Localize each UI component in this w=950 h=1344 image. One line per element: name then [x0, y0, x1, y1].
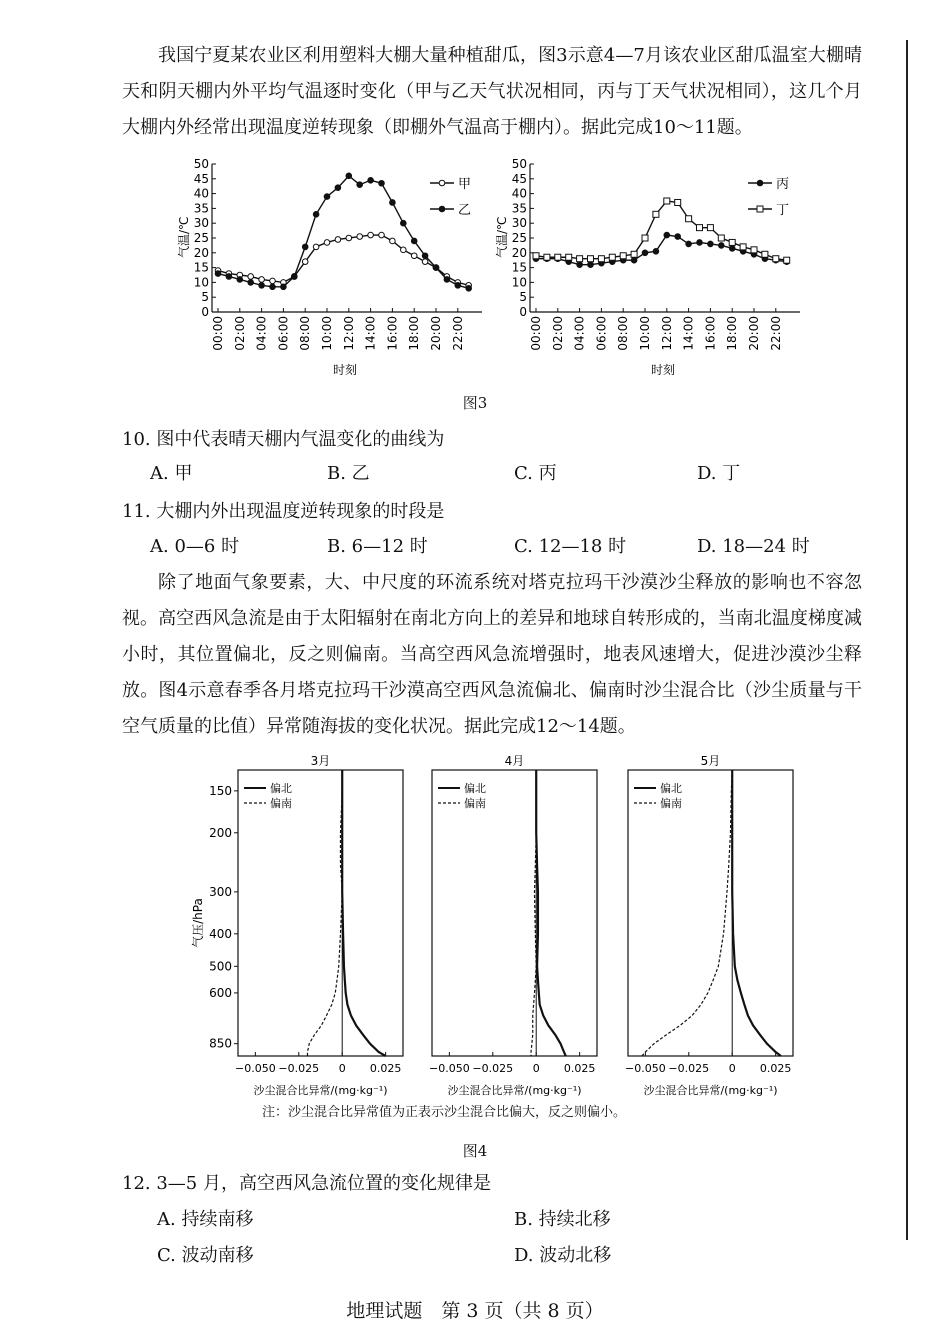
y-tick-label: 15 [511, 260, 527, 275]
data-point [664, 198, 670, 204]
data-point [708, 241, 714, 247]
x-tick-label: 04:00 [572, 316, 587, 351]
data-point [335, 237, 341, 243]
data-point [422, 253, 428, 259]
series-line-丙 [536, 235, 787, 265]
data-point [729, 246, 735, 252]
x-tick-label: 14:00 [681, 316, 696, 351]
profile-line-偏北 [536, 770, 566, 1056]
q11-option-a[interactable]: A. 0—6 时 [150, 536, 240, 557]
data-point [642, 235, 648, 241]
y-tick-label: 15 [193, 260, 209, 275]
x-tick-label: 20:00 [429, 316, 443, 351]
y-tick-label: 5 [201, 290, 209, 305]
data-point [390, 200, 396, 206]
x-tick-label: 14:00 [363, 316, 378, 351]
data-point [357, 234, 363, 240]
y-tick-label: 50 [511, 157, 527, 171]
data-point [686, 216, 692, 222]
data-point [588, 256, 594, 262]
data-point [248, 274, 254, 280]
figure-3-temperature-charts [0, 150, 950, 410]
x-tick-label: 0 [532, 1062, 540, 1075]
x-axis-title: 沙尘混合比异常/(mg·kg⁻¹) [643, 1084, 778, 1097]
y-axis-title: 气压/hPa [191, 898, 205, 948]
data-point [302, 244, 308, 250]
legend-label: 偏南 [270, 797, 292, 810]
y-tick-label: 30 [193, 216, 209, 231]
y-tick-label: 400 [209, 926, 232, 941]
plot-frame [432, 770, 597, 1056]
x-tick-label: 02:00 [232, 316, 247, 351]
legend-label: 偏北 [660, 782, 682, 795]
y-tick-label: 35 [193, 201, 209, 216]
question-11-stem: 11. 大棚内外出现温度逆转现象的时段是 [122, 501, 445, 522]
x-tick-label: 18:00 [407, 316, 422, 351]
data-point [324, 194, 330, 200]
data-point [697, 225, 703, 231]
temp-chart-1 [176, 157, 482, 377]
x-tick-label: −0.050 [625, 1062, 666, 1075]
legend-label: 丁 [776, 203, 790, 218]
data-point [259, 277, 265, 283]
q12-option-a[interactable]: A. 持续南移 [157, 1209, 254, 1230]
data-point [302, 259, 308, 265]
y-tick-label: 0 [519, 305, 527, 319]
profile-line-偏南 [642, 770, 732, 1056]
legend-label: 甲 [458, 177, 472, 192]
profile-chart-1 [190, 754, 403, 1097]
x-tick-label: 18:00 [725, 316, 740, 351]
x-tick-label: 12:00 [341, 316, 356, 351]
y-tick-label: 25 [193, 231, 209, 245]
question-12-stem: 12. 3—5 月，高空西风急流位置的变化规律是 [122, 1173, 491, 1194]
y-tick-label: 20 [511, 245, 527, 260]
y-tick-label: 600 [209, 985, 232, 1000]
y-tick-label: 10 [193, 275, 209, 290]
profile-chart-3 [625, 754, 793, 1097]
data-point [259, 283, 265, 289]
x-tick-label: 00:00 [211, 316, 225, 351]
data-point [555, 254, 561, 260]
legend-marker [757, 180, 763, 186]
legend-label: 乙 [458, 203, 472, 218]
data-point [433, 265, 439, 271]
data-point [368, 177, 374, 183]
data-point [379, 180, 385, 186]
data-point [588, 262, 594, 268]
data-point [631, 251, 637, 257]
y-tick-label: 10 [511, 275, 527, 290]
data-point [533, 253, 539, 259]
data-point [675, 199, 681, 205]
y-tick-label: 25 [511, 231, 527, 245]
figure-4-caption: 图4 [462, 1142, 488, 1160]
x-tick-label: 22:00 [450, 316, 465, 351]
data-point [422, 259, 428, 265]
data-point [653, 249, 659, 255]
x-tick-label: 10:00 [320, 316, 334, 351]
data-point [270, 278, 276, 284]
y-axis-title: 气温/℃ [177, 216, 191, 258]
x-axis-title: 时刻 [651, 363, 676, 377]
legend-label: 丙 [776, 177, 790, 192]
question-10-stem: 10. 图中代表晴天棚内气温变化的曲线为 [122, 429, 445, 450]
series-line-乙 [218, 176, 472, 288]
data-point [455, 283, 461, 289]
data-point [346, 173, 352, 179]
x-tick-label: −0.025 [278, 1062, 320, 1075]
x-tick-label: −0.025 [472, 1062, 514, 1075]
q10-option-b[interactable]: B. 乙 [327, 463, 370, 484]
data-point [544, 254, 550, 260]
y-tick-label: 300 [209, 884, 232, 899]
x-tick-label: 02:00 [550, 316, 565, 351]
data-point [729, 239, 735, 245]
x-tick-label: −0.050 [429, 1062, 470, 1075]
x-tick-label: −0.050 [235, 1062, 276, 1075]
legend-label: 偏北 [464, 782, 486, 795]
x-tick-label: 08:00 [616, 316, 631, 351]
profile-line-偏北 [342, 770, 385, 1056]
data-point [707, 225, 713, 231]
data-point [620, 253, 626, 259]
y-tick-label: 150 [209, 783, 232, 798]
legend-marker [757, 206, 763, 212]
data-point [675, 234, 681, 240]
data-point [335, 185, 341, 191]
data-point [324, 240, 330, 246]
legend-label: 偏北 [270, 782, 292, 795]
data-point [270, 284, 276, 290]
figure-4-dust-profile-charts [0, 750, 950, 1100]
x-tick-label: 22:00 [768, 316, 783, 351]
y-tick-label: 35 [511, 201, 527, 216]
y-tick-label: 500 [209, 959, 232, 974]
q11-option-d[interactable]: D. 18—24 时 [697, 536, 810, 557]
data-point [566, 254, 572, 260]
data-point [390, 238, 396, 244]
intro-paragraph-1: 我国宁夏某农业区利用塑料大棚大量种植甜瓜，图3示意4—7月该农业区甜瓜温室大棚晴天和阴天棚内外平均气温逐时变化（甲与乙天气状况相同，丙与丁天气状况相同），这几个月大棚内外经常出现温度逆转现象（即棚外气温高于棚内）。据此完成10～11题。 [122, 45, 862, 138]
profile-line-偏南 [307, 770, 342, 1056]
y-tick-label: 45 [193, 171, 209, 186]
series-line-甲 [218, 235, 469, 285]
data-point [631, 257, 637, 263]
x-tick-label: 20:00 [747, 316, 761, 351]
intro-paragraph-2: 除了地面气象要素，大、中尺度的环流系统对塔克拉玛干沙漠沙尘释放的影响也不容忽视。高空西风急流是由于太阳辐射在南北方向上的差异和地球自转形成的，当南北温度梯度减小时，其位置偏北，反之则偏南。当高空西风急流增强时，地表风速增大，促进沙漠沙尘释放。图4示意春季各月塔克拉玛干沙漠高空西风急流偏北、偏南时沙尘混合比（沙尘质量与干空气质量的比值）异常随海拔的变化状况。据此完成12～14题。 [122, 572, 862, 737]
data-point [751, 247, 757, 253]
y-tick-label: 40 [511, 186, 527, 201]
y-tick-label: 20 [193, 245, 209, 260]
temp-chart-2 [494, 157, 800, 377]
data-point [444, 277, 450, 283]
y-axis-title: 气温/℃ [495, 216, 509, 258]
x-axis-title: 沙尘混合比异常/(mg·kg⁻¹) [447, 1084, 582, 1097]
data-point [411, 238, 417, 244]
q12-option-c[interactable]: C. 波动南移 [157, 1245, 254, 1266]
x-axis-title: 时刻 [333, 363, 358, 377]
data-point [237, 277, 243, 283]
q11-option-b[interactable]: B. 6—12 时 [327, 536, 428, 557]
y-tick-label: 30 [511, 216, 527, 231]
x-tick-label: 0 [728, 1062, 736, 1075]
legend-marker [439, 180, 445, 186]
data-point [215, 271, 221, 277]
y-tick-label: 850 [209, 1036, 232, 1051]
data-point [248, 280, 254, 286]
data-point [411, 253, 417, 259]
x-tick-label: 12:00 [659, 316, 674, 351]
data-point [577, 256, 583, 262]
x-tick-label: 06:00 [276, 316, 291, 351]
y-tick-label: 200 [209, 825, 232, 840]
x-tick-label: 08:00 [298, 316, 313, 351]
q10-option-c[interactable]: C. 丙 [514, 463, 557, 484]
data-point [784, 257, 790, 263]
y-tick-label: 40 [193, 186, 209, 201]
x-tick-label: 00:00 [529, 316, 543, 351]
panel-title: 3月 [310, 754, 331, 768]
legend-marker [439, 206, 445, 212]
x-tick-label: 06:00 [594, 316, 609, 351]
panel-title: 5月 [700, 754, 721, 768]
data-point [762, 251, 768, 257]
data-point [379, 232, 385, 238]
plot-frame [628, 770, 793, 1056]
figure-4-note: 注：沙尘混合比异常值为正表示沙尘混合比偏大，反之则偏小。 [262, 1105, 627, 1120]
data-point [664, 232, 670, 238]
q12-option-d[interactable]: D. 波动北移 [514, 1245, 612, 1266]
data-point [357, 182, 363, 188]
data-point [686, 241, 692, 247]
data-point [697, 240, 703, 246]
page-footer: 地理试题 第 3 页（共 8 页） [346, 1300, 604, 1322]
x-tick-label: −0.025 [668, 1062, 710, 1075]
x-tick-label: 16:00 [703, 316, 718, 351]
q10-option-d[interactable]: D. 丁 [697, 463, 741, 484]
data-point [653, 211, 659, 217]
data-point [226, 274, 232, 280]
data-point [368, 232, 374, 238]
profile-line-偏北 [732, 770, 781, 1056]
legend-label: 偏南 [464, 797, 486, 810]
data-point [346, 235, 352, 241]
data-point [401, 247, 407, 253]
y-tick-label: 5 [519, 290, 527, 305]
q11-option-c[interactable]: C. 12—18 时 [514, 536, 627, 557]
data-point [292, 274, 298, 280]
data-point [719, 243, 725, 249]
x-tick-label: 0.025 [369, 1062, 402, 1075]
x-tick-label: 0.025 [563, 1062, 596, 1075]
panel-title: 4月 [504, 754, 525, 768]
series-line-丁 [536, 201, 790, 260]
y-tick-label: 45 [511, 171, 527, 186]
data-point [609, 254, 615, 260]
data-point [466, 286, 472, 292]
data-point [740, 244, 746, 250]
data-point [313, 212, 319, 218]
data-point [773, 256, 779, 262]
data-point [718, 235, 724, 241]
data-point [281, 284, 287, 290]
x-tick-label: 10:00 [638, 316, 652, 351]
y-tick-label: 50 [193, 157, 209, 171]
y-tick-label: 0 [201, 305, 209, 319]
q12-option-b[interactable]: B. 持续北移 [514, 1209, 611, 1230]
x-tick-label: 16:00 [385, 316, 400, 351]
data-point [401, 220, 407, 226]
plot-frame [238, 770, 403, 1056]
x-tick-label: 0.025 [759, 1062, 792, 1075]
x-tick-label: 0 [338, 1062, 346, 1075]
profile-chart-2 [429, 754, 597, 1097]
x-tick-label: 04:00 [254, 316, 269, 351]
legend-label: 偏南 [660, 797, 682, 810]
data-point [577, 262, 583, 268]
data-point [313, 244, 319, 250]
figure-3-caption: 图3 [462, 394, 488, 412]
data-point [642, 250, 648, 256]
x-axis-title: 沙尘混合比异常/(mg·kg⁻¹) [253, 1084, 388, 1097]
q10-option-a[interactable]: A. 甲 [150, 463, 193, 484]
data-point [598, 256, 604, 262]
